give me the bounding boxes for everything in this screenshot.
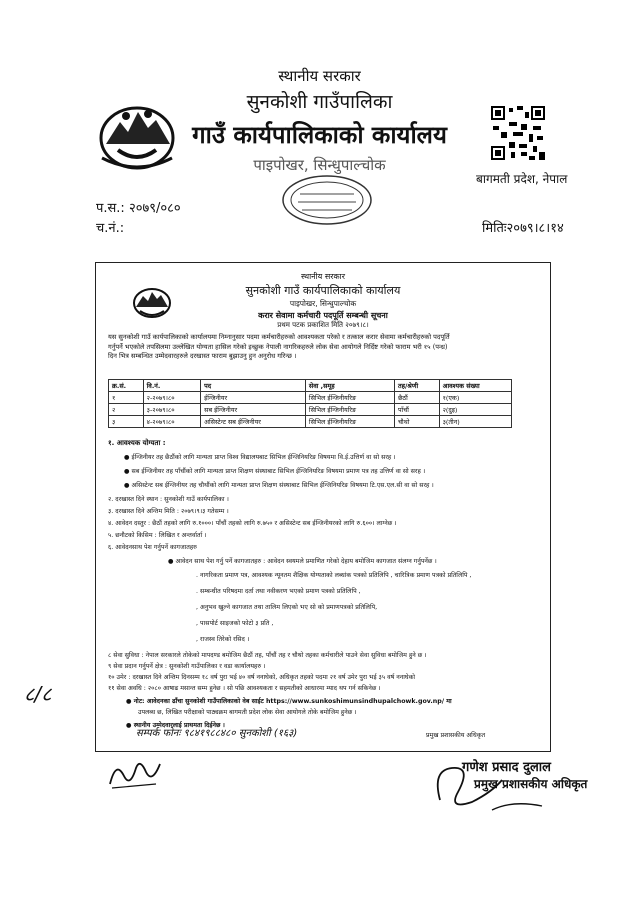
table-cell: ईन्जिनीयर [201,392,306,404]
table-row [109,416,512,428]
notice-office-title: सुनकोशी गाउँ कार्यपालिकाको कार्यालय [245,284,401,297]
notice-local-gov: स्थानीय सरकार [301,272,345,281]
table-row [109,392,512,404]
header-office-title: गाउँ कार्यपालिकाको कार्यालय [192,121,447,149]
col-header: वि.नं. [143,380,200,392]
notice-intro [108,333,540,362]
table-cell: छैठौं [394,392,439,404]
document-item: , राजस्व तिरेको रसिद । [196,636,250,643]
letter-date: मितिः२०७९।८।१४ [482,221,564,236]
table-cell: सब ईन्जिनीयर [201,404,306,416]
reference-number: प.स.: २०७९/०८० [96,201,181,216]
document-item: . नागरिकता प्रमाण पत्र, आवश्यक न्यूनतम शैक्षिक योग्यताको लब्धांक पत्रको प्रतिलिपि , चारित्रिक प्रमाण पत्रको प्रतिलिपि , [196,572,472,579]
info-item: ९ सेवा प्रदान गर्नुपर्ने क्षेत्र : सुनकोशी गाउँपालिका र वडा कार्यालयहरु । [108,663,266,670]
table-cell: असिस्टेन्ट सब ईन्जिनीयर [201,416,306,428]
qualification-item: ● ईन्जिनीयर तह छैठौंको लागि मान्यता प्राप्त विश्व विद्यालयबाट सिभिल ईन्जिनियरिङ विषयमा वि.ई.उत्तिर्ण वा सो सरह । [124,454,396,461]
qualification-item: ● असिस्टेन्ट सब ईन्जिनीयर तह चौथौंको लागि मान्यता प्राप्त शिक्षण संस्थाबाट सिभिल ईन्जिनियरिङ विषयमा टि.एस.एल.सी वा सो सरह । [124,482,434,489]
col-header: तह/श्रेणी [394,380,439,392]
officer-name-stamp: गणेश प्रसाद दुलाल [462,760,551,775]
section-qualification: १. आवश्यक योग्यता : [108,439,166,447]
note-line: ● नोट: आवेदनका ढाँचा सुनकोशी गाउँपालिकाको वेब साईट https://www.sunkoshimunsindhupalchowk.gov.np/ मा [126,698,452,705]
col-header: पद [201,380,306,392]
note-text: स्थानीय उम्मेदवारलाई प्राथमता दिईनेछ । [133,722,225,729]
province-label: बागमती प्रदेश, नेपाल [476,172,568,186]
office-stamp-icon [272,170,382,232]
note-line: उपलब्ध छ, लिखित परीक्षाको पाठ्यक्रम बागमती प्रदेश लोक सेवा आयोगले तोके बमोजिम हुनेछ । [138,709,357,716]
info-item: ६. आवेदनसाथ पेश गर्नुपर्ने कागजातहरु [108,544,197,551]
table-cell: १(एक) [439,392,511,404]
info-item: ४. आवेदन दस्तुर : छैठौं तहको लागि रु.१०००। पाँचौं तहको लागि रु.७५० र असिस्टेन्ट सब ईन्जिनीयरको लागि रु.६००। लाग्नेछ । [108,520,397,527]
document-item: . सम्बन्धीत परिषदमा दर्ता तथा नवीकरण भएको प्रमाण पत्रको प्रतिलिपि , [196,588,361,595]
table-cell: पाँचौं [394,404,439,416]
col-header: सेवा ,समूह [305,380,394,392]
qualification-text: असिस्टेन्ट सब ईन्जिनीयर तह चौथौंको लागि मान्यता प्राप्त शिक्षण संस्थाबाट सिभिल ईन्जिनियरिङ विषयमा टि.एस.एल.सी वा सो सरह । [131,482,434,489]
intro-line: यस सुनकोशी गाउँ कार्यपालिकाको कार्यालयमा निम्नानुसार पदमा कर्मचारीहरुको आवश्यकता परेको र तत्काल करार सेवामा कर्मचारीहरुको पदपूर्ति [108,333,450,341]
table-cell: सिभिल ईन्जिनीयरिङ [305,392,394,404]
notice-address: पाइपोखर, सिन्धुपाल्चोक [289,299,357,308]
table-cell: ४-२०७९।८० [143,416,200,428]
margin-handwritten-note: ८/८ [24,682,52,706]
table-cell: ३(तीन) [439,416,511,428]
vacancy-notice [95,262,551,752]
col-header: आवश्यक संख्या [439,380,511,392]
table-cell: चौथो [394,416,439,428]
intro-line: दिन भित्र सम्बन्धित उम्मेदवारहरुले दरखास्त फाराम बुझाउनु हुन अनुरोध गरिन्छ । [108,352,297,360]
header-line-local-gov: स्थानीय सरकार [278,67,361,85]
table-cell: सिभिल ईन्जिनीयरिङ [305,416,394,428]
table-cell: ३ [109,416,144,428]
document-item: , पासपोर्ट साइजको फोटो ३ प्रति , [196,620,274,627]
officer-title-stamp: प्रमुख प्रशासकीय अधिकृत [474,777,588,791]
document-item: , अनुभव खुल्ने कागजात तथा तालिम लिएको भए सो को प्रमाणपत्रको प्रतिलिपि, [196,604,378,611]
qualification-item: ● सब ईन्जिनीयर तह पाँचौंको लागि मान्यता प्राप्त शिक्षण संस्थाबाट सिभिल ईन्जिनियरिङ विषयमा प्रमाण पत्र तह उत्तिर्ण वा सो सरह । [124,468,426,475]
table-cell: १ [109,392,144,404]
note-text: नोट: आवेदनका ढाँचा सुनकोशी गाउँपालिकाको वेब साईट https://www.sunkoshimunsindhupalchowk.gov.np/ मा [133,698,452,705]
signature-left-icon [106,754,164,794]
contact-handwritten: सम्पर्क फोनः ९८४१९८८४८० सुनकोशी (१६३) [136,728,298,739]
dispatch-number: च.नं.: [96,221,125,236]
info-item: ५. छनौटको किसिम : लिखित र अन्तर्वार्ता । [108,532,207,539]
info-item: ३. दरखास्त दिने अन्तिम मिति : २०७९।९।३ गतेसम्म । [108,508,229,515]
document-item: ● आवेदन साथ पेश गर्नु पर्ने कागजातहरु : आवेदन स्वयमले प्रमाणित गरेको देहाय बमोजिम कागजात संलग्न गर्नुपर्नेछ । [168,558,437,565]
qr-code-icon [489,104,547,162]
header-line-municipality: सुनकोशी गाउँपालिका [246,91,393,113]
info-item: ८ सेवा सुविधा : नेपाल सरकारले तोकेको मापदण्ड बमोजिम छैठौं तह, पाँचौं तह र चौथो तहका कर्मचारीले पाउने सेवा सुविधा बमोजिम हुने छ । [108,652,427,659]
note-line: ● स्थानीय उम्मेदवारलाई प्राथमता दिईनेछ । [126,722,225,729]
table-cell: २-२०७९।८० [143,392,200,404]
notice-publish-date: प्रथम पटक प्रकाशित मिति २०७९।८। [277,321,369,329]
header-address: पाइपोखर, सिन्धुपाल्चोक [253,156,386,174]
info-item: १० उमेर : दरखास्त दिने अन्तिम दिनसम्म १८ वर्ष पुरा भई ४० वर्ष ननाघेको, अधिकृत तहको पदमा २१ वर्ष उमेर पुरा भई ३५ वर्ष ननाघेको [108,674,416,681]
table-header-row [109,380,512,392]
info-item: २. दरखास्त दिने स्थान : सुनकोशी गाउँ कार्यपालिका । [108,496,229,503]
col-header: क्र.सं. [109,380,144,392]
notice-heading: करार सेवामा कर्मचारी पदपूर्ति सम्बन्धी सूचना [258,311,388,320]
table-cell: २(दुइ) [439,404,511,416]
table-row [109,404,512,416]
vacancy-table [108,379,512,428]
nepal-emblem-icon [98,98,176,172]
intro-line: गर्नुपर्ने भएकोले तपसिलमा उल्लेखित योग्यता हासिल गरेको इच्छुक नेपाली नागरिकहरुले लोक सेवा आयोगले निर्दिष्ट गरेको फाराम भरी १५ (पन्ध्र) [108,342,448,351]
table-cell: २ [109,404,144,416]
table-cell: सिभिल ईन्जिनीयरिङ [305,404,394,416]
table-cell: ३-२०७९।८० [143,404,200,416]
qualification-text: सब ईन्जिनीयर तह पाँचौंको लागि मान्यता प्राप्त शिक्षण संस्थाबाट सिभिल ईन्जिनियरिङ विषयमा प्रमाण पत्र तह उत्तिर्ण वा सो सरह । [131,468,426,475]
notice-officer-title: प्रमुख प्रशासकीय अधिकृत [426,732,486,739]
info-item: ११ सेवा अवधि : २०८० आषाढ मसान्त सम्म हुनेछ । सो पछि आवश्यकता र सहमतीको आधारमा म्याद थप गर्न सकिनेछ । [108,685,381,692]
qualification-text: ईन्जिनीयर तह छैठौंको लागि मान्यता प्राप्त विश्व विद्यालयबाट सिभिल ईन्जिनियरिङ विषयमा वि.ई.उत्तिर्ण वा सो सरह । [131,454,396,461]
